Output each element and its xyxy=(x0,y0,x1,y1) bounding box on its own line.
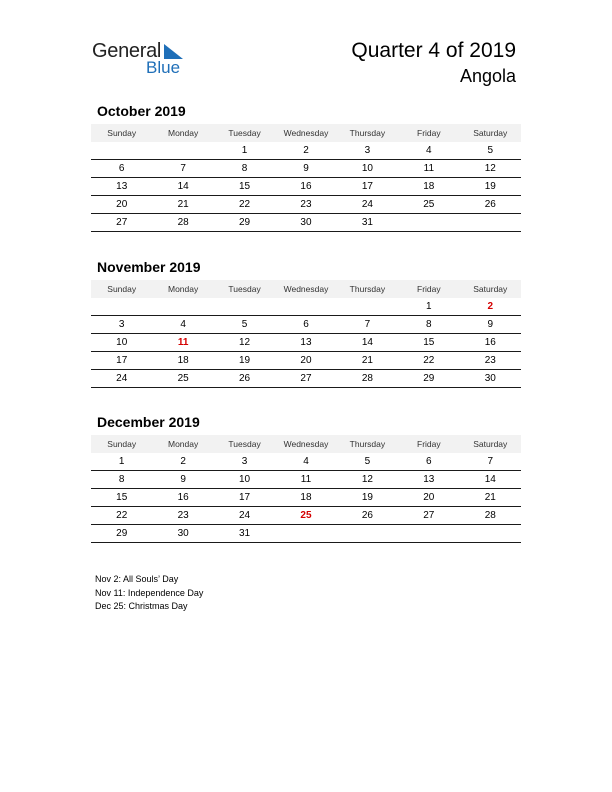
day-cell: 1 xyxy=(91,453,152,471)
day-cell: 17 xyxy=(337,178,398,196)
day-cell: 23 xyxy=(460,352,521,370)
day-cell: 9 xyxy=(152,471,213,489)
weekday-header: Wednesday xyxy=(283,128,329,138)
logo-text-blue: Blue xyxy=(146,58,181,77)
day-cell: 21 xyxy=(152,196,213,214)
day-cell: 14 xyxy=(337,334,398,352)
day-cell: 25 xyxy=(152,370,213,388)
month-title: October 2019 xyxy=(97,103,186,119)
holiday-note: Nov 2: All Souls’ Day xyxy=(95,574,179,584)
day-cell: 15 xyxy=(214,178,275,196)
day-cell: 28 xyxy=(460,507,521,525)
week-row xyxy=(91,352,521,370)
day-cell: 29 xyxy=(398,370,459,388)
day-cell: 20 xyxy=(275,352,336,370)
day-cell: 5 xyxy=(214,316,275,334)
day-cell: 6 xyxy=(398,453,459,471)
weekday-header: Sunday xyxy=(107,439,137,449)
day-cell: 19 xyxy=(460,178,521,196)
empty-day-cell xyxy=(398,525,459,543)
day-cell: 5 xyxy=(337,453,398,471)
day-cell: 16 xyxy=(152,489,213,507)
day-cell: 27 xyxy=(275,370,336,388)
day-cell: 17 xyxy=(214,489,275,507)
day-cell: 8 xyxy=(398,316,459,334)
weekday-header: Thursday xyxy=(349,128,386,138)
empty-day-cell xyxy=(91,142,152,160)
day-cell: 19 xyxy=(214,352,275,370)
day-cell: 6 xyxy=(275,316,336,334)
day-cell: 24 xyxy=(214,507,275,525)
weekday-header-row xyxy=(91,435,521,453)
weekday-header: Tuesday xyxy=(228,284,261,294)
weekday-header: Saturday xyxy=(473,439,508,449)
empty-day-cell xyxy=(460,525,521,543)
day-cell: 22 xyxy=(91,507,152,525)
day-cell: 20 xyxy=(91,196,152,214)
day-cell: 22 xyxy=(214,196,275,214)
day-cell: 7 xyxy=(337,316,398,334)
empty-day-cell xyxy=(152,298,213,316)
day-cell: 24 xyxy=(337,196,398,214)
day-cell: 9 xyxy=(275,160,336,178)
day-cell: 28 xyxy=(337,370,398,388)
empty-day-cell xyxy=(398,214,459,232)
day-cell: 13 xyxy=(275,334,336,352)
week-row xyxy=(91,507,521,525)
logo-text-general: General xyxy=(92,40,162,62)
day-cell: 4 xyxy=(398,142,459,160)
holiday-day-cell: 11 xyxy=(152,334,213,352)
day-cell: 10 xyxy=(214,471,275,489)
day-cell: 3 xyxy=(337,142,398,160)
holiday-day-cell: 2 xyxy=(460,298,521,316)
day-cell: 23 xyxy=(152,507,213,525)
empty-day-cell xyxy=(337,525,398,543)
day-cell: 10 xyxy=(337,160,398,178)
day-cell: 5 xyxy=(460,142,521,160)
week-row xyxy=(91,160,521,178)
day-cell: 6 xyxy=(91,160,152,178)
day-cell: 11 xyxy=(275,471,336,489)
week-row xyxy=(91,142,521,160)
empty-day-cell xyxy=(91,298,152,316)
empty-day-cell xyxy=(214,298,275,316)
holiday-note: Nov 11: Independence Day xyxy=(95,587,204,598)
day-cell: 18 xyxy=(275,489,336,507)
weekday-header: Wednesday xyxy=(283,439,329,449)
day-cell: 30 xyxy=(152,525,213,543)
weekday-header: Saturday xyxy=(473,284,508,294)
day-cell: 25 xyxy=(398,196,459,214)
day-cell: 16 xyxy=(275,178,336,196)
week-row xyxy=(91,453,521,471)
weekday-header: Monday xyxy=(168,284,199,294)
empty-day-cell xyxy=(337,298,398,316)
day-cell: 20 xyxy=(398,489,459,507)
week-row xyxy=(91,489,521,507)
generalblue-logo xyxy=(92,40,202,80)
day-cell: 9 xyxy=(460,316,521,334)
day-cell: 19 xyxy=(337,489,398,507)
day-cell: 17 xyxy=(91,352,152,370)
week-row xyxy=(91,471,521,489)
day-cell: 28 xyxy=(152,214,213,232)
day-cell: 22 xyxy=(398,352,459,370)
weekday-header: Monday xyxy=(168,439,199,449)
country-name: Angola xyxy=(459,66,516,86)
weekday-header: Sunday xyxy=(107,284,137,294)
day-cell: 31 xyxy=(214,525,275,543)
day-cell: 27 xyxy=(398,507,459,525)
week-row xyxy=(91,316,521,334)
day-cell: 2 xyxy=(275,142,336,160)
day-cell: 26 xyxy=(460,196,521,214)
day-cell: 15 xyxy=(398,334,459,352)
week-row xyxy=(91,196,521,214)
day-cell: 12 xyxy=(460,160,521,178)
day-cell: 11 xyxy=(398,160,459,178)
page-title: Quarter 4 of 2019 xyxy=(351,39,516,62)
day-cell: 29 xyxy=(214,214,275,232)
month-december xyxy=(91,414,521,543)
empty-day-cell xyxy=(275,298,336,316)
week-row xyxy=(91,298,521,316)
empty-day-cell xyxy=(152,142,213,160)
day-cell: 21 xyxy=(337,352,398,370)
week-row xyxy=(91,214,521,232)
day-cell: 26 xyxy=(214,370,275,388)
holiday-notes xyxy=(95,573,203,614)
weekday-header: Wednesday xyxy=(283,284,329,294)
day-cell: 27 xyxy=(91,214,152,232)
day-cell: 13 xyxy=(91,178,152,196)
month-title: November 2019 xyxy=(97,259,201,275)
day-cell: 30 xyxy=(275,214,336,232)
month-october xyxy=(91,103,521,232)
weekday-header: Thursday xyxy=(349,439,386,449)
weekday-header: Tuesday xyxy=(228,439,261,449)
day-cell: 31 xyxy=(337,214,398,232)
holiday-day-cell: 25 xyxy=(275,507,336,525)
day-cell: 15 xyxy=(91,489,152,507)
week-row xyxy=(91,334,521,352)
day-cell: 14 xyxy=(460,471,521,489)
day-cell: 24 xyxy=(91,370,152,388)
weekday-header-row xyxy=(91,280,521,298)
weekday-header: Friday xyxy=(417,128,441,138)
day-cell: 13 xyxy=(398,471,459,489)
weekday-header: Thursday xyxy=(349,284,386,294)
empty-day-cell xyxy=(275,525,336,543)
day-cell: 1 xyxy=(398,298,459,316)
day-cell: 21 xyxy=(460,489,521,507)
empty-day-cell xyxy=(460,214,521,232)
day-cell: 4 xyxy=(152,316,213,334)
holiday-note: Dec 25: Christmas Day xyxy=(95,601,188,611)
day-cell: 1 xyxy=(214,142,275,160)
day-cell: 10 xyxy=(91,334,152,352)
day-cell: 8 xyxy=(91,471,152,489)
day-cell: 18 xyxy=(398,178,459,196)
day-cell: 7 xyxy=(460,453,521,471)
weekday-header: Monday xyxy=(168,128,199,138)
day-cell: 26 xyxy=(337,507,398,525)
weekday-header: Friday xyxy=(417,439,441,449)
day-cell: 2 xyxy=(152,453,213,471)
calendar-table xyxy=(91,435,521,543)
weekday-header: Saturday xyxy=(473,128,508,138)
day-cell: 8 xyxy=(214,160,275,178)
week-row xyxy=(91,370,521,388)
day-cell: 12 xyxy=(337,471,398,489)
calendar-table xyxy=(91,280,521,388)
day-cell: 30 xyxy=(460,370,521,388)
weekday-header-row xyxy=(91,124,521,142)
day-cell: 23 xyxy=(275,196,336,214)
day-cell: 3 xyxy=(91,316,152,334)
day-cell: 4 xyxy=(275,453,336,471)
day-cell: 29 xyxy=(91,525,152,543)
week-row xyxy=(91,525,521,543)
week-row xyxy=(91,178,521,196)
day-cell: 14 xyxy=(152,178,213,196)
day-cell: 7 xyxy=(152,160,213,178)
month-november xyxy=(91,259,521,388)
weekday-header: Tuesday xyxy=(228,128,261,138)
month-title: December 2019 xyxy=(97,414,200,430)
weekday-header: Sunday xyxy=(107,128,137,138)
weekday-header: Friday xyxy=(417,284,441,294)
calendar-table xyxy=(91,124,521,232)
day-cell: 16 xyxy=(460,334,521,352)
day-cell: 12 xyxy=(214,334,275,352)
day-cell: 18 xyxy=(152,352,213,370)
day-cell: 3 xyxy=(214,453,275,471)
